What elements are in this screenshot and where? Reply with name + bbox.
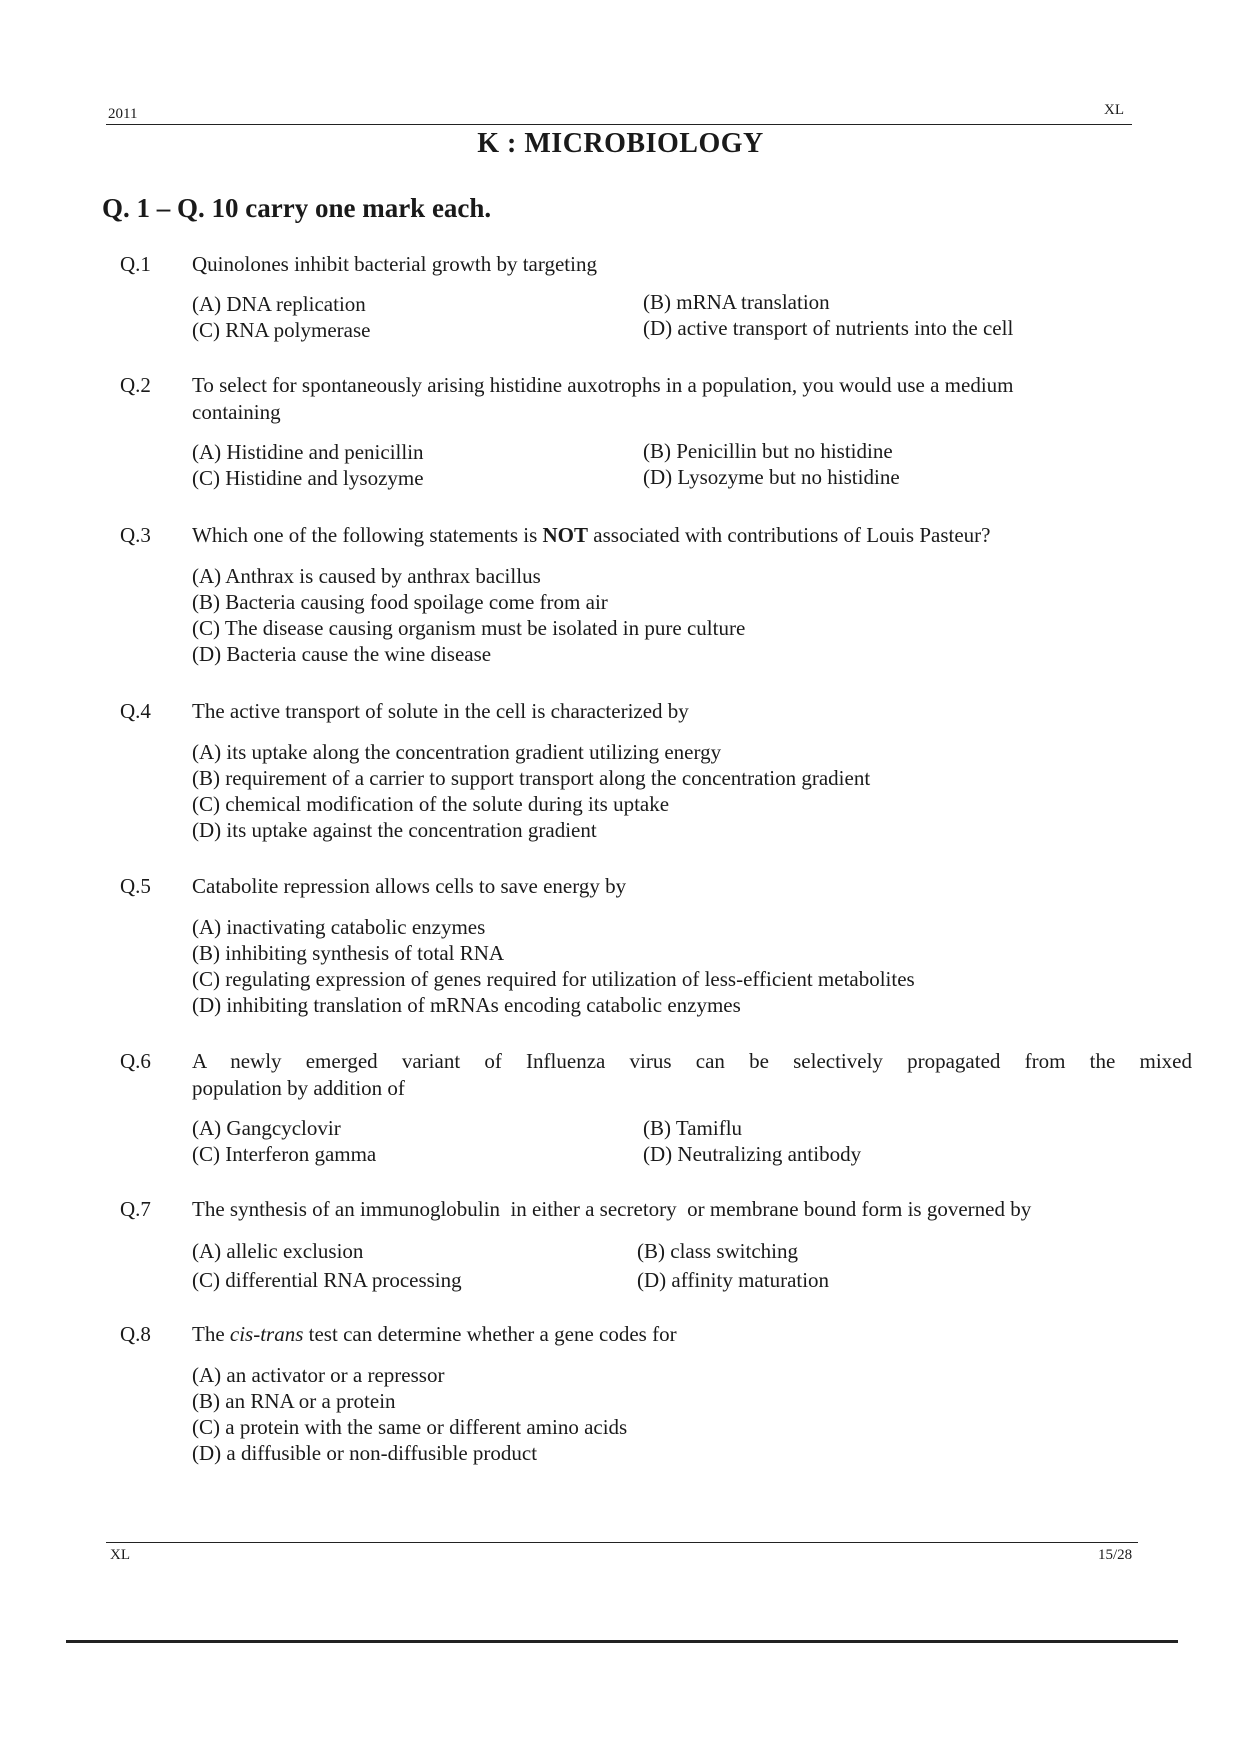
option-b: (B) Tamiflu bbox=[643, 1116, 743, 1140]
question-text: Quinolones inhibit bacterial growth by targeting bbox=[192, 252, 597, 276]
footer-rule bbox=[106, 1542, 1138, 1543]
question-text bbox=[192, 1321, 1192, 1348]
question-number: Q.6 bbox=[120, 1049, 151, 1073]
subject-title: K : MICROBIOLOGY bbox=[477, 128, 764, 159]
option-c: (C) chemical modification of the solute during its uptake bbox=[192, 792, 670, 816]
bottom-border-line bbox=[66, 1640, 1178, 1643]
question-text bbox=[192, 522, 1192, 549]
question-text-before: Which one of the following statements is bbox=[192, 523, 543, 547]
question-number: Q.1 bbox=[120, 252, 151, 276]
option-b: (B) Penicillin but no histidine bbox=[643, 439, 893, 463]
question-number: Q.2 bbox=[120, 373, 151, 397]
option-c: (C) RNA polymerase bbox=[192, 318, 371, 342]
option-d: (D) Lysozyme but no histidine bbox=[643, 465, 900, 489]
question-text-line1: A newly emerged variant of Influenza virus can be selectively propagated from the mixed bbox=[192, 1049, 1192, 1073]
option-c: (C) regulating expression of genes required for utilization of less-efficient metabolites bbox=[192, 967, 915, 991]
question-text-line1: To select for spontaneously arising histidine auxotrophs in a population, you would use a medium bbox=[192, 373, 1014, 397]
option-d: (D) a diffusible or non-diffusible product bbox=[192, 1441, 538, 1465]
option-a: (A) Anthrax is caused by anthrax bacillus bbox=[192, 564, 541, 588]
question-text-after: associated with contributions of Louis Pasteur? bbox=[588, 523, 991, 547]
option-d: (D) its uptake against the concentration gradient bbox=[192, 818, 597, 842]
header-year: 2011 bbox=[108, 106, 138, 122]
option-c: (C) Interferon gamma bbox=[192, 1142, 377, 1166]
option-b: (B) mRNA translation bbox=[643, 290, 830, 314]
question-text-line2: population by addition of bbox=[192, 1076, 405, 1100]
option-b: (B) an RNA or a protein bbox=[192, 1389, 396, 1413]
option-a: (A) allelic exclusion bbox=[192, 1239, 364, 1263]
option-c: (C) a protein with the same or different amino acids bbox=[192, 1415, 628, 1439]
option-a: (A) inactivating catabolic enzymes bbox=[192, 915, 486, 939]
option-a: (A) an activator or a repressor bbox=[192, 1363, 445, 1387]
option-b: (B) class switching bbox=[637, 1239, 798, 1263]
option-a: (A) its uptake along the concentration gradient utilizing energy bbox=[192, 740, 722, 764]
question-number: Q.7 bbox=[120, 1197, 151, 1221]
question-text: Catabolite repression allows cells to save energy by bbox=[192, 874, 627, 898]
option-a: (A) Gangcyclovir bbox=[192, 1116, 341, 1140]
question-number: Q.5 bbox=[120, 874, 151, 898]
option-d: (D) affinity maturation bbox=[637, 1268, 830, 1292]
option-a: (A) Histidine and penicillin bbox=[192, 440, 424, 464]
question-text: The active transport of solute in the cell is characterized by bbox=[192, 699, 689, 723]
option-d: (D) active transport of nutrients into the cell bbox=[643, 316, 1014, 340]
question-text: The synthesis of an immunoglobulin in either a secretory or membrane bound form is governed by bbox=[192, 1197, 1032, 1221]
option-a: (A) DNA replication bbox=[192, 292, 366, 316]
question-text bbox=[192, 372, 1192, 426]
option-b: (B) inhibiting synthesis of total RNA bbox=[192, 941, 505, 965]
question-number: Q.3 bbox=[120, 523, 151, 547]
option-c: (C) The disease causing organism must be isolated in pure culture bbox=[192, 616, 746, 640]
question-text-after: test can determine whether a gene codes for bbox=[303, 1322, 677, 1346]
question-number: Q.4 bbox=[120, 699, 151, 723]
question-text bbox=[192, 1048, 1192, 1102]
header-rule bbox=[106, 124, 1132, 125]
option-b: (B) requirement of a carrier to support transport along the concentration gradient bbox=[192, 766, 871, 790]
footer-page-number: 15/28 bbox=[1098, 1547, 1133, 1563]
question-text-italic: cis-trans bbox=[229, 1322, 304, 1346]
option-d: (D) inhibiting translation of mRNAs encoding catabolic enzymes bbox=[192, 993, 741, 1017]
header-paper-code: XL bbox=[1104, 102, 1124, 118]
option-c: (C) differential RNA processing bbox=[192, 1268, 462, 1292]
section-heading: Q. 1 – Q. 10 carry one mark each. bbox=[102, 193, 492, 223]
question-text-before: The bbox=[192, 1322, 230, 1346]
option-d: (D) Bacteria cause the wine disease bbox=[192, 642, 492, 666]
question-number: Q.8 bbox=[120, 1322, 151, 1346]
option-c: (C) Histidine and lysozyme bbox=[192, 466, 424, 490]
option-b: (B) Bacteria causing food spoilage come from air bbox=[192, 590, 608, 614]
option-d: (D) Neutralizing antibody bbox=[643, 1142, 862, 1166]
question-text-line2: containing bbox=[192, 400, 281, 424]
question-text-emphasis: NOT bbox=[542, 523, 589, 547]
footer-paper-code: XL bbox=[110, 1547, 130, 1563]
